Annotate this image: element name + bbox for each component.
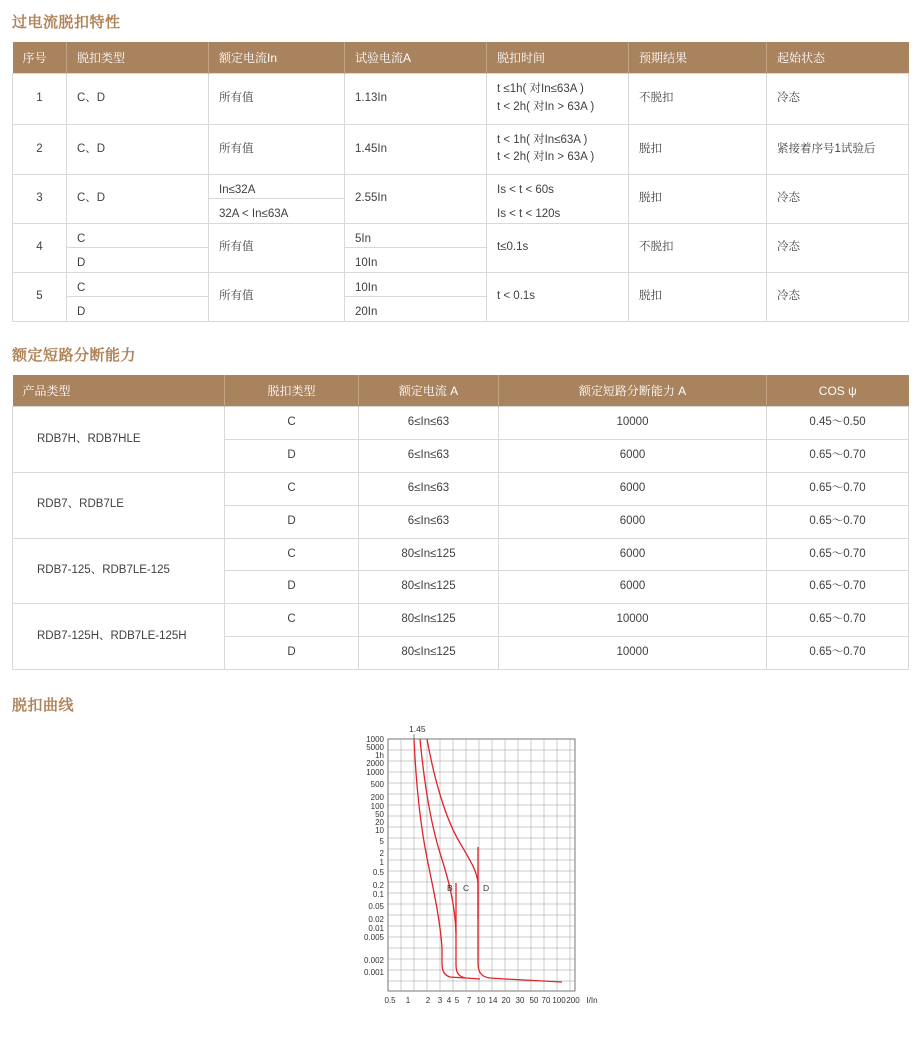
- col-expected-result: 预期结果: [629, 42, 767, 74]
- page-title-overcurrent: 过电流脱扣特性: [12, 14, 121, 31]
- svg-text:1: 1: [405, 995, 411, 1005]
- cell-trip-time-split: [487, 175, 629, 224]
- col-rated-current: 额定电流 A: [359, 375, 499, 407]
- table-header-row: [13, 42, 909, 74]
- svg-text:5000: 5000: [366, 742, 384, 752]
- cell-trip-time: t≤0.1s: [487, 224, 629, 273]
- svg-text:100: 100: [552, 995, 566, 1005]
- cell-rated-current: 6≤In≤63: [359, 505, 499, 538]
- col-product-type: 产品类型: [13, 375, 225, 407]
- cell-rated-current: 6≤In≤63: [359, 472, 499, 505]
- cell-trip-type: C、D: [67, 124, 209, 175]
- col-breaking-capacity: 额定短路分断能力 A: [499, 375, 767, 407]
- svg-text:20: 20: [375, 817, 384, 827]
- svg-text:1000: 1000: [366, 734, 384, 744]
- svg-text:10: 10: [476, 995, 486, 1005]
- trip-time-line: t < 2h( 对In > 63A ): [497, 151, 595, 164]
- col-initial-state: 起始状态: [767, 42, 909, 74]
- cell-initial-state: 冷态: [767, 224, 909, 273]
- cell-cos-phi: 0.65～0.70: [767, 472, 909, 505]
- svg-text:0.05: 0.05: [368, 901, 384, 911]
- svg-text:30: 30: [515, 995, 525, 1005]
- svg-text:20: 20: [501, 995, 511, 1005]
- cell-rated-current: 所有值: [209, 124, 345, 175]
- cell-cos-phi: 0.65～0.70: [767, 604, 909, 637]
- svg-text:0.01: 0.01: [368, 923, 384, 933]
- rated-current-sub: In≤32A: [209, 175, 344, 199]
- svg-text:0.5: 0.5: [372, 867, 384, 877]
- page-title-breaking-capacity: 额定短路分断能力: [12, 347, 137, 365]
- svg-text:0.001: 0.001: [363, 967, 384, 977]
- svg-text:2: 2: [379, 848, 384, 858]
- test-current-sub: 20In: [355, 306, 378, 319]
- cell-test-current-split: [345, 224, 487, 273]
- cell-initial-state: 紧接着序号1试验后: [767, 124, 909, 175]
- chart-canvas: [330, 723, 630, 1038]
- x-axis-labels: [384, 996, 597, 1005]
- cell-trip-type: C: [225, 472, 359, 505]
- cell-expected-result: 脱扣: [629, 124, 767, 175]
- cell-test-current: 1.13In: [345, 74, 487, 125]
- svg-text:1000: 1000: [366, 767, 384, 777]
- overcurrent-table: [12, 42, 909, 322]
- svg-text:100: 100: [370, 801, 384, 811]
- trip-type-sub: C: [67, 273, 208, 297]
- svg-text:3: 3: [437, 995, 443, 1005]
- table-row: [13, 472, 909, 505]
- table-row: [13, 604, 909, 637]
- annotation-1-45: 1.45: [409, 723, 426, 734]
- cell-product-type: RDB7-125H、RDB7LE-125H: [13, 604, 225, 670]
- cell-expected-result: 脱扣: [629, 175, 767, 224]
- svg-text:I/In: I/In: [586, 995, 598, 1005]
- trip-type-sub: D: [77, 306, 86, 319]
- cell-breaking-capacity: 6000: [499, 538, 767, 571]
- svg-text:7: 7: [466, 995, 472, 1005]
- cell-trip-type: D: [225, 571, 359, 604]
- col-trip-time: 脱扣时间: [487, 42, 629, 74]
- cell-rated-current: 所有值: [209, 74, 345, 125]
- cell-cos-phi: 0.65～0.70: [767, 505, 909, 538]
- cell-cos-phi: 0.45～0.50: [767, 407, 909, 440]
- svg-text:200: 200: [370, 792, 384, 802]
- page-title-trip-curve: 脱扣曲线: [12, 696, 75, 714]
- svg-text:0.02: 0.02: [368, 914, 384, 924]
- cell-initial-state: 冷态: [767, 74, 909, 125]
- trip-time-line: t < 1h( 对In≤63A ): [497, 133, 588, 146]
- svg-text:4: 4: [446, 995, 452, 1005]
- cell-breaking-capacity: 10000: [499, 636, 767, 669]
- trip-time-line: t ≤1h( 对In≤63A ): [497, 83, 584, 95]
- curve-label-c: C: [463, 882, 470, 893]
- svg-text:10: 10: [375, 825, 384, 835]
- svg-text:500: 500: [370, 779, 384, 789]
- cell-rated-current: 6≤In≤63: [359, 407, 499, 440]
- cell-trip-type: C: [225, 407, 359, 440]
- cell-rated-current: 80≤In≤125: [359, 538, 499, 571]
- cell-expected-result: 不脱扣: [629, 224, 767, 273]
- svg-text:50: 50: [529, 995, 539, 1005]
- trip-curve-chart: [0, 721, 920, 1041]
- trip-time-line: t < 2h( 对In > 63A ): [497, 100, 595, 113]
- cell-initial-state: 冷态: [767, 175, 909, 224]
- cell-breaking-capacity: 6000: [499, 440, 767, 473]
- cell-no: 4: [13, 224, 67, 273]
- cell-expected-result: 不脱扣: [629, 74, 767, 125]
- cell-rated-current: 80≤In≤125: [359, 636, 499, 669]
- svg-text:50: 50: [375, 809, 384, 819]
- cell-breaking-capacity: 6000: [499, 505, 767, 538]
- cell-test-current: 1.45In: [345, 124, 487, 175]
- svg-text:0.1: 0.1: [372, 889, 384, 899]
- svg-text:5: 5: [454, 995, 460, 1005]
- svg-text:2: 2: [425, 995, 431, 1005]
- table-header-row: [13, 375, 909, 407]
- cell-breaking-capacity: 6000: [499, 571, 767, 604]
- cell-cos-phi: 0.65～0.70: [767, 538, 909, 571]
- trip-time-sub: Is < t < 120s: [497, 208, 561, 221]
- cell-rated-current: 所有值: [209, 273, 345, 322]
- svg-text:2000: 2000: [366, 758, 384, 768]
- col-no: 序号: [13, 42, 67, 74]
- svg-text:200: 200: [566, 995, 580, 1005]
- cell-rated-current: 所有值: [209, 224, 345, 273]
- cell-trip-type: C、D: [67, 74, 209, 125]
- test-current-sub: 10In: [345, 273, 486, 297]
- cell-test-current-split: [345, 273, 487, 322]
- cell-trip-time: [487, 74, 629, 125]
- table-row: [13, 224, 909, 273]
- cell-expected-result: 脱扣: [629, 273, 767, 322]
- cell-product-type: RDB7H、RDB7HLE: [13, 407, 225, 473]
- col-cos-phi: COS ψ: [767, 375, 909, 407]
- svg-text:5: 5: [379, 836, 384, 846]
- datasheet-page: [0, 11, 920, 1005]
- cell-trip-type-split: [67, 273, 209, 322]
- svg-text:0.5: 0.5: [384, 995, 396, 1005]
- svg-text:14: 14: [488, 995, 498, 1005]
- trip-type-sub: D: [77, 257, 86, 270]
- breaking-capacity-table: [12, 375, 909, 670]
- svg-text:0.002: 0.002: [363, 955, 384, 965]
- cell-no: 5: [13, 273, 67, 322]
- svg-text:0.005: 0.005: [363, 932, 384, 942]
- cell-cos-phi: 0.65～0.70: [767, 571, 909, 604]
- cell-no: 2: [13, 124, 67, 175]
- trip-time-sub: Is < t < 60s: [497, 184, 554, 197]
- col-trip-type: 脱扣类型: [67, 42, 209, 74]
- rated-current-sub: 32A < In≤63A: [219, 208, 289, 221]
- cell-breaking-capacity: 10000: [499, 604, 767, 637]
- cell-trip-time: t < 0.1s: [487, 273, 629, 322]
- col-trip-type: 脱扣类型: [225, 375, 359, 407]
- table-row: [13, 407, 909, 440]
- cell-rated-current: 6≤In≤63: [359, 440, 499, 473]
- cell-trip-type: C、D: [67, 175, 209, 224]
- curve-label-d: D: [483, 882, 490, 893]
- cell-rated-current: 80≤In≤125: [359, 604, 499, 637]
- cell-trip-type: C: [225, 604, 359, 637]
- svg-text:1h: 1h: [375, 750, 384, 760]
- cell-rated-current: 80≤In≤125: [359, 571, 499, 604]
- cell-test-current: 2.55In: [345, 175, 487, 224]
- table-row: [13, 273, 909, 322]
- cell-cos-phi: 0.65～0.70: [767, 636, 909, 669]
- col-test-current: 试验电流A: [345, 42, 487, 74]
- svg-text:1: 1: [379, 857, 384, 867]
- col-rated-current: 额定电流In: [209, 42, 345, 74]
- trip-type-sub: C: [67, 224, 208, 248]
- cell-initial-state: 冷态: [767, 273, 909, 322]
- svg-text:70: 70: [541, 995, 551, 1005]
- cell-trip-type-split: [67, 224, 209, 273]
- cell-trip-type: D: [225, 440, 359, 473]
- curve-label-b: B: [447, 882, 453, 893]
- table-row: [13, 124, 909, 175]
- cell-breaking-capacity: 10000: [499, 407, 767, 440]
- table-row: [13, 175, 909, 224]
- test-current-sub: 5In: [345, 224, 486, 248]
- cell-trip-time: [487, 124, 629, 175]
- table-row: [13, 538, 909, 571]
- cell-rated-current-split: [209, 175, 345, 224]
- table-row: [13, 74, 909, 125]
- cell-product-type: RDB7、RDB7LE: [13, 472, 225, 538]
- cell-no: 1: [13, 74, 67, 125]
- cell-no: 3: [13, 175, 67, 224]
- test-current-sub: 10In: [355, 257, 378, 270]
- cell-product-type: RDB7-125、RDB7LE-125: [13, 538, 225, 604]
- trip-curve-svg: [330, 723, 630, 1033]
- cell-trip-type: D: [225, 505, 359, 538]
- cell-cos-phi: 0.65～0.70: [767, 440, 909, 473]
- cell-breaking-capacity: 6000: [499, 472, 767, 505]
- cell-trip-type: D: [225, 636, 359, 669]
- y-axis-labels: [364, 735, 385, 977]
- svg-text:0.2: 0.2: [372, 880, 384, 890]
- cell-trip-type: C: [225, 538, 359, 571]
